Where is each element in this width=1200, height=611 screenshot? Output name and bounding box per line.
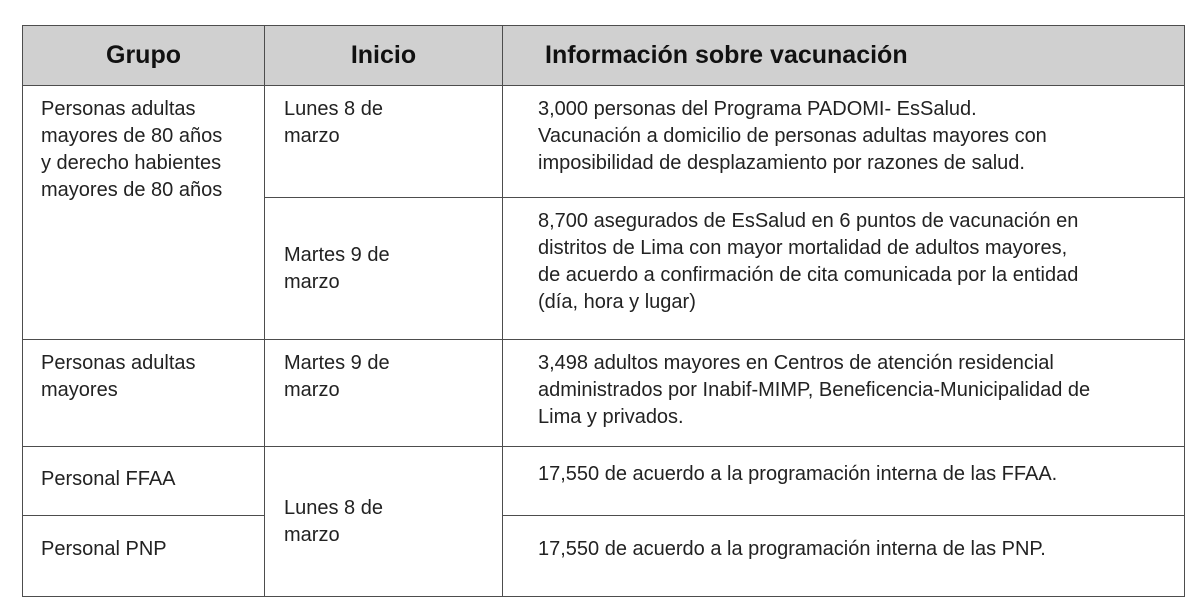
table-row (23, 339, 1185, 446)
cell-info (503, 515, 1185, 596)
inicio-text: Lunes 8 de marzo (284, 496, 383, 546)
table-row (23, 86, 1185, 198)
vaccination-schedule-table (22, 25, 1185, 597)
cell-inicio (265, 198, 503, 340)
grupo-text: Personal PNP (41, 537, 167, 560)
header-informacion: Información sobre vacunación (503, 26, 1185, 86)
cell-grupo (23, 515, 265, 596)
cell-inicio (265, 339, 503, 446)
cell-info (503, 198, 1185, 340)
cell-inicio (265, 86, 503, 198)
grupo-text: Personas adultas mayores de 80 años y derecho habientes mayores de 80 años (41, 98, 223, 201)
info-text: 8,700 asegurados de EsSalud en 6 puntos de vacunación en distritos de Lima con mayor mortalidad de adultos mayores, de acuerdo a confirmación de cita comunicada por la entidad (día, hora y lugar) (538, 210, 1079, 314)
cell-info (503, 86, 1185, 198)
cell-grupo (23, 86, 265, 340)
inicio-text: Martes 9 de marzo (284, 351, 390, 401)
inicio-text: Lunes 8 de marzo (284, 98, 383, 147)
header-grupo: Grupo (23, 26, 265, 86)
info-text: 17,550 de acuerdo a la programación interna de las FFAA. (538, 463, 1058, 486)
grupo-text: Personas adultas mayores (41, 351, 196, 401)
cell-info (503, 339, 1185, 446)
cell-inicio (265, 447, 503, 597)
inicio-text: Martes 9 de marzo (284, 243, 390, 293)
cell-grupo (23, 447, 265, 515)
header-inicio: Inicio (265, 26, 503, 86)
info-text: 3,000 personas del Programa PADOMI- EsSalud. Vacunación a domicilio de personas adultas mayores con imposibilidad de desplazamiento por razones de salud. (538, 98, 1047, 174)
info-text: 17,550 de acuerdo a la programación interna de las PNP. (538, 537, 1046, 560)
grupo-text: Personal FFAA (41, 468, 176, 491)
table-row (23, 515, 1185, 596)
info-text: 3,498 adultos mayores en Centros de atención residencial administrados por Inabif-MIMP, Beneficencia-Municipalidad de Lima y privados. (538, 351, 1091, 428)
cell-info (503, 447, 1185, 515)
table-row (23, 447, 1185, 515)
header-row (23, 26, 1185, 86)
cell-grupo (23, 339, 265, 446)
